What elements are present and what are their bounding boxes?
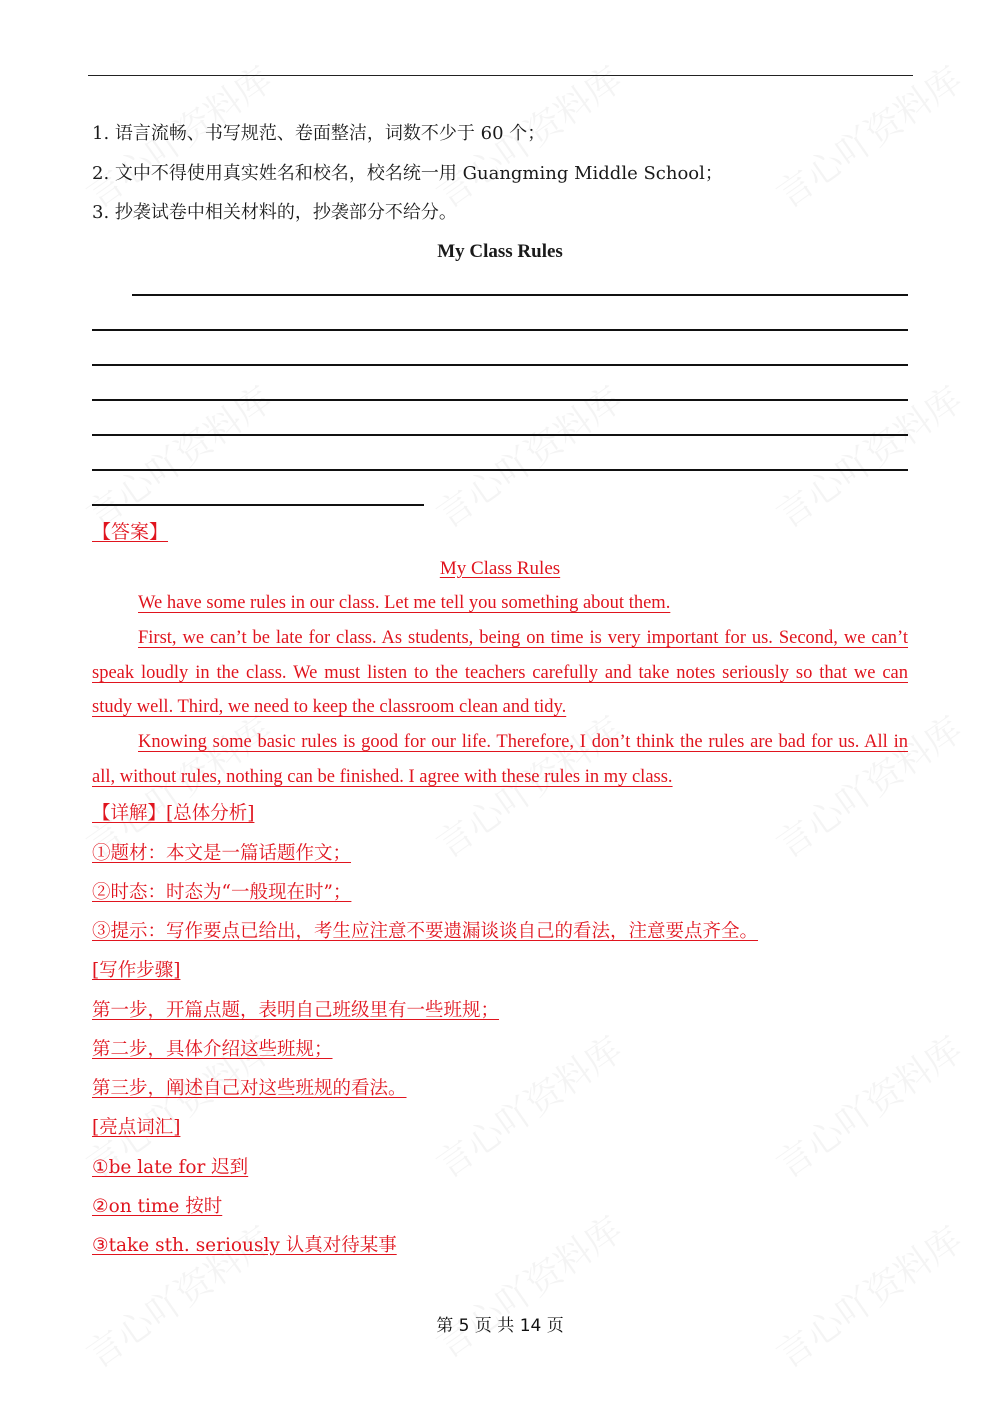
answer-label: 【答案】 [92, 521, 169, 543]
requirement-3: 3. 抄袭试卷中相关材料的，抄袭部分不给分。 [92, 202, 457, 223]
watermark [425, 373, 631, 539]
writing-line [92, 434, 908, 436]
steps-label: [写作步骤] [92, 960, 181, 981]
essay-paragraph-text: Knowing some basic rules is good for our life. Therefore, I don’t think the rules are bad for us. All in all, without rules, nothing can be finished. I agree with these rules in my class. [92, 732, 908, 787]
step-item: 第二步，具体介绍这些班规； [92, 1039, 333, 1060]
essay-paragraph [92, 621, 908, 725]
requirement-2: 2. 文中不得使用真实姓名和校名，校名统一用 Guangming Middle School； [92, 163, 723, 184]
writing-line [92, 399, 908, 401]
writing-line [132, 294, 908, 296]
watermark [765, 1023, 971, 1189]
analysis-item: ②时态：时态为“一般现在时”； [92, 882, 352, 903]
writing-line [92, 364, 908, 366]
vocab-item: ①be late for 迟到 [92, 1157, 249, 1178]
essay-paragraph [92, 586, 908, 621]
vocab-item: ②on time 按时 [92, 1196, 223, 1217]
header-rule [88, 75, 913, 76]
writing-line [92, 469, 908, 471]
answer-title: My Class Rules [439, 558, 561, 579]
watermark [765, 373, 971, 539]
watermark [765, 1213, 971, 1379]
answer-essay [92, 586, 908, 795]
writing-line [92, 504, 424, 506]
page-number: 第 5 页 共 14 页 [436, 1316, 564, 1336]
vocab-item: ③take sth. seriously 认真对待某事 [92, 1235, 397, 1256]
explanation-label: 【详解】[总体分析] [92, 803, 255, 824]
requirement-1: 1. 语言流畅、书写规范、卷面整洁，词数不少于 60 个； [92, 123, 546, 144]
watermark [75, 373, 281, 539]
writing-line [92, 329, 908, 331]
essay-paragraph-text: First, we can’t be late for class. As students, being on time is very important for us. Second, we can’t speak loudly in the class. We must listen to the teachers carefully and take notes seriously so that we can study well. Third, we need to keep the classroom clean and tidy. [92, 627, 908, 718]
analysis-item: ①题材：本文是一篇话题作文； [92, 843, 352, 864]
vocab-label: [亮点词汇] [92, 1117, 181, 1138]
step-item: 第一步，开篇点题，表明自己班级里有一些班规； [92, 1000, 500, 1021]
essay-paragraph [92, 725, 908, 795]
analysis-item: ③提示：写作要点已给出，考生应注意不要遗漏谈谈自己的看法，注意要点齐全。 [92, 921, 759, 942]
essay-paragraph-text: We have some rules in our class. Let me tell you something about them. [138, 593, 671, 613]
essay-title: My Class Rules [437, 241, 563, 262]
watermark [425, 1023, 631, 1189]
watermark [425, 1203, 631, 1369]
watermark [765, 53, 971, 219]
step-item: 第三步，阐述自己对这些班规的看法。 [92, 1078, 407, 1099]
